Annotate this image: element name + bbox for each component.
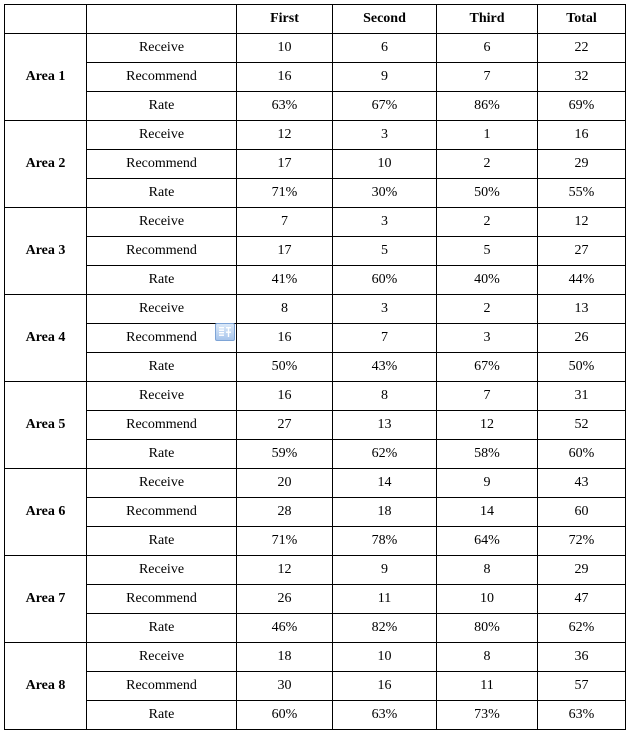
header-first: First bbox=[237, 5, 333, 34]
value-cell: 64% bbox=[437, 527, 538, 556]
header-third: Third bbox=[437, 5, 538, 34]
metric-label: Recommend bbox=[87, 63, 237, 92]
value-cell: 43% bbox=[333, 353, 437, 382]
value-cell: 71% bbox=[237, 527, 333, 556]
value-cell: 60% bbox=[237, 701, 333, 730]
metric-label: Receive bbox=[87, 382, 237, 411]
value-cell: 14 bbox=[437, 498, 538, 527]
value-cell: 57 bbox=[538, 672, 626, 701]
area-label: Area 1 bbox=[5, 34, 87, 121]
metric-label: Receive bbox=[87, 469, 237, 498]
value-cell: 60% bbox=[333, 266, 437, 295]
area-label: Area 6 bbox=[5, 469, 87, 556]
results-table bbox=[4, 4, 626, 730]
metric-label: Receive bbox=[87, 643, 237, 672]
area-label: Area 3 bbox=[5, 208, 87, 295]
area-label: Area 2 bbox=[5, 121, 87, 208]
value-cell: 59% bbox=[237, 440, 333, 469]
table-row bbox=[5, 643, 626, 672]
metric-label: Receive bbox=[87, 295, 237, 324]
header-area bbox=[5, 5, 87, 34]
value-cell: 50% bbox=[437, 179, 538, 208]
area-label: Area 8 bbox=[5, 643, 87, 730]
value-cell: 55% bbox=[538, 179, 626, 208]
value-cell: 80% bbox=[437, 614, 538, 643]
value-cell: 9 bbox=[333, 556, 437, 585]
table-row bbox=[5, 266, 626, 295]
value-cell: 2 bbox=[437, 150, 538, 179]
value-cell: 30 bbox=[237, 672, 333, 701]
value-cell: 50% bbox=[538, 353, 626, 382]
value-cell: 40% bbox=[437, 266, 538, 295]
metric-label: Recommend bbox=[87, 324, 237, 353]
metric-label: Recommend bbox=[87, 672, 237, 701]
value-cell: 16 bbox=[237, 63, 333, 92]
value-cell: 67% bbox=[437, 353, 538, 382]
value-cell: 78% bbox=[333, 527, 437, 556]
header-second: Second bbox=[333, 5, 437, 34]
table-row bbox=[5, 556, 626, 585]
value-cell: 3 bbox=[333, 121, 437, 150]
value-cell: 63% bbox=[538, 701, 626, 730]
value-cell: 16 bbox=[538, 121, 626, 150]
table-row bbox=[5, 34, 626, 63]
table-row bbox=[5, 411, 626, 440]
area-label: Area 5 bbox=[5, 382, 87, 469]
value-cell: 9 bbox=[437, 469, 538, 498]
metric-label: Rate bbox=[87, 92, 237, 121]
table-row bbox=[5, 179, 626, 208]
metric-label: Rate bbox=[87, 266, 237, 295]
value-cell: 20 bbox=[237, 469, 333, 498]
value-cell: 18 bbox=[333, 498, 437, 527]
value-cell: 62% bbox=[538, 614, 626, 643]
value-cell: 41% bbox=[237, 266, 333, 295]
value-cell: 60 bbox=[538, 498, 626, 527]
value-cell: 82% bbox=[333, 614, 437, 643]
table-row bbox=[5, 614, 626, 643]
value-cell: 71% bbox=[237, 179, 333, 208]
value-cell: 29 bbox=[538, 556, 626, 585]
metric-label: Rate bbox=[87, 701, 237, 730]
value-cell: 7 bbox=[333, 324, 437, 353]
table-row bbox=[5, 237, 626, 266]
metric-label: Rate bbox=[87, 614, 237, 643]
value-cell: 18 bbox=[237, 643, 333, 672]
value-cell: 50% bbox=[237, 353, 333, 382]
area-label: Area 7 bbox=[5, 556, 87, 643]
value-cell: 16 bbox=[333, 672, 437, 701]
value-cell: 86% bbox=[437, 92, 538, 121]
value-cell: 26 bbox=[538, 324, 626, 353]
value-cell: 22 bbox=[538, 34, 626, 63]
value-cell: 10 bbox=[437, 585, 538, 614]
value-cell: 6 bbox=[333, 34, 437, 63]
value-cell: 43 bbox=[538, 469, 626, 498]
value-cell: 6 bbox=[437, 34, 538, 63]
value-cell: 31 bbox=[538, 382, 626, 411]
header-row bbox=[5, 5, 626, 34]
metric-label: Recommend bbox=[87, 150, 237, 179]
value-cell: 26 bbox=[237, 585, 333, 614]
value-cell: 27 bbox=[538, 237, 626, 266]
translate-icon[interactable] bbox=[215, 323, 235, 341]
value-cell: 63% bbox=[237, 92, 333, 121]
metric-label: Recommend bbox=[87, 237, 237, 266]
value-cell: 8 bbox=[437, 643, 538, 672]
value-cell: 46% bbox=[237, 614, 333, 643]
value-cell: 13 bbox=[333, 411, 437, 440]
table-body bbox=[5, 34, 626, 730]
value-cell: 67% bbox=[333, 92, 437, 121]
table-row bbox=[5, 382, 626, 411]
metric-label: Receive bbox=[87, 208, 237, 237]
value-cell: 2 bbox=[437, 208, 538, 237]
value-cell: 7 bbox=[237, 208, 333, 237]
value-cell: 30% bbox=[333, 179, 437, 208]
metric-label: Receive bbox=[87, 34, 237, 63]
value-cell: 5 bbox=[437, 237, 538, 266]
value-cell: 47 bbox=[538, 585, 626, 614]
value-cell: 12 bbox=[538, 208, 626, 237]
metric-label: Rate bbox=[87, 353, 237, 382]
value-cell: 16 bbox=[237, 382, 333, 411]
value-cell: 32 bbox=[538, 63, 626, 92]
metric-label: Receive bbox=[87, 556, 237, 585]
value-cell: 10 bbox=[333, 643, 437, 672]
metric-label: Recommend bbox=[87, 411, 237, 440]
value-cell: 62% bbox=[333, 440, 437, 469]
value-cell: 17 bbox=[237, 150, 333, 179]
table-row bbox=[5, 121, 626, 150]
value-cell: 8 bbox=[333, 382, 437, 411]
metric-label: Receive bbox=[87, 121, 237, 150]
table-row bbox=[5, 92, 626, 121]
translate-glyph bbox=[218, 326, 232, 338]
value-cell: 14 bbox=[333, 469, 437, 498]
table-row bbox=[5, 295, 626, 324]
metric-label: Rate bbox=[87, 440, 237, 469]
table-row bbox=[5, 208, 626, 237]
table-row bbox=[5, 353, 626, 382]
value-cell: 8 bbox=[437, 556, 538, 585]
value-cell: 12 bbox=[237, 121, 333, 150]
table-row bbox=[5, 527, 626, 556]
value-cell: 72% bbox=[538, 527, 626, 556]
value-cell: 28 bbox=[237, 498, 333, 527]
value-cell: 11 bbox=[437, 672, 538, 701]
table-row bbox=[5, 324, 626, 353]
value-cell: 12 bbox=[237, 556, 333, 585]
value-cell: 10 bbox=[237, 34, 333, 63]
value-cell: 29 bbox=[538, 150, 626, 179]
value-cell: 69% bbox=[538, 92, 626, 121]
table-row bbox=[5, 150, 626, 179]
metric-label: Rate bbox=[87, 527, 237, 556]
value-cell: 73% bbox=[437, 701, 538, 730]
value-cell: 13 bbox=[538, 295, 626, 324]
table-row bbox=[5, 63, 626, 92]
value-cell: 2 bbox=[437, 295, 538, 324]
metric-label: Recommend bbox=[87, 498, 237, 527]
value-cell: 44% bbox=[538, 266, 626, 295]
value-cell: 27 bbox=[237, 411, 333, 440]
metric-label: Rate bbox=[87, 179, 237, 208]
value-cell: 17 bbox=[237, 237, 333, 266]
value-cell: 60% bbox=[538, 440, 626, 469]
table-row bbox=[5, 701, 626, 730]
value-cell: 5 bbox=[333, 237, 437, 266]
value-cell: 7 bbox=[437, 63, 538, 92]
header-metric bbox=[87, 5, 237, 34]
value-cell: 8 bbox=[237, 295, 333, 324]
value-cell: 16 bbox=[237, 324, 333, 353]
value-cell: 3 bbox=[437, 324, 538, 353]
value-cell: 1 bbox=[437, 121, 538, 150]
table-row bbox=[5, 469, 626, 498]
value-cell: 9 bbox=[333, 63, 437, 92]
value-cell: 12 bbox=[437, 411, 538, 440]
value-cell: 58% bbox=[437, 440, 538, 469]
area-label: Area 4 bbox=[5, 295, 87, 382]
table-row bbox=[5, 440, 626, 469]
table-row bbox=[5, 672, 626, 701]
value-cell: 3 bbox=[333, 208, 437, 237]
table-row bbox=[5, 585, 626, 614]
value-cell: 7 bbox=[437, 382, 538, 411]
value-cell: 36 bbox=[538, 643, 626, 672]
table-row bbox=[5, 498, 626, 527]
value-cell: 11 bbox=[333, 585, 437, 614]
value-cell: 10 bbox=[333, 150, 437, 179]
header-total: Total bbox=[538, 5, 626, 34]
value-cell: 63% bbox=[333, 701, 437, 730]
value-cell: 52 bbox=[538, 411, 626, 440]
metric-label: Recommend bbox=[87, 585, 237, 614]
value-cell: 3 bbox=[333, 295, 437, 324]
